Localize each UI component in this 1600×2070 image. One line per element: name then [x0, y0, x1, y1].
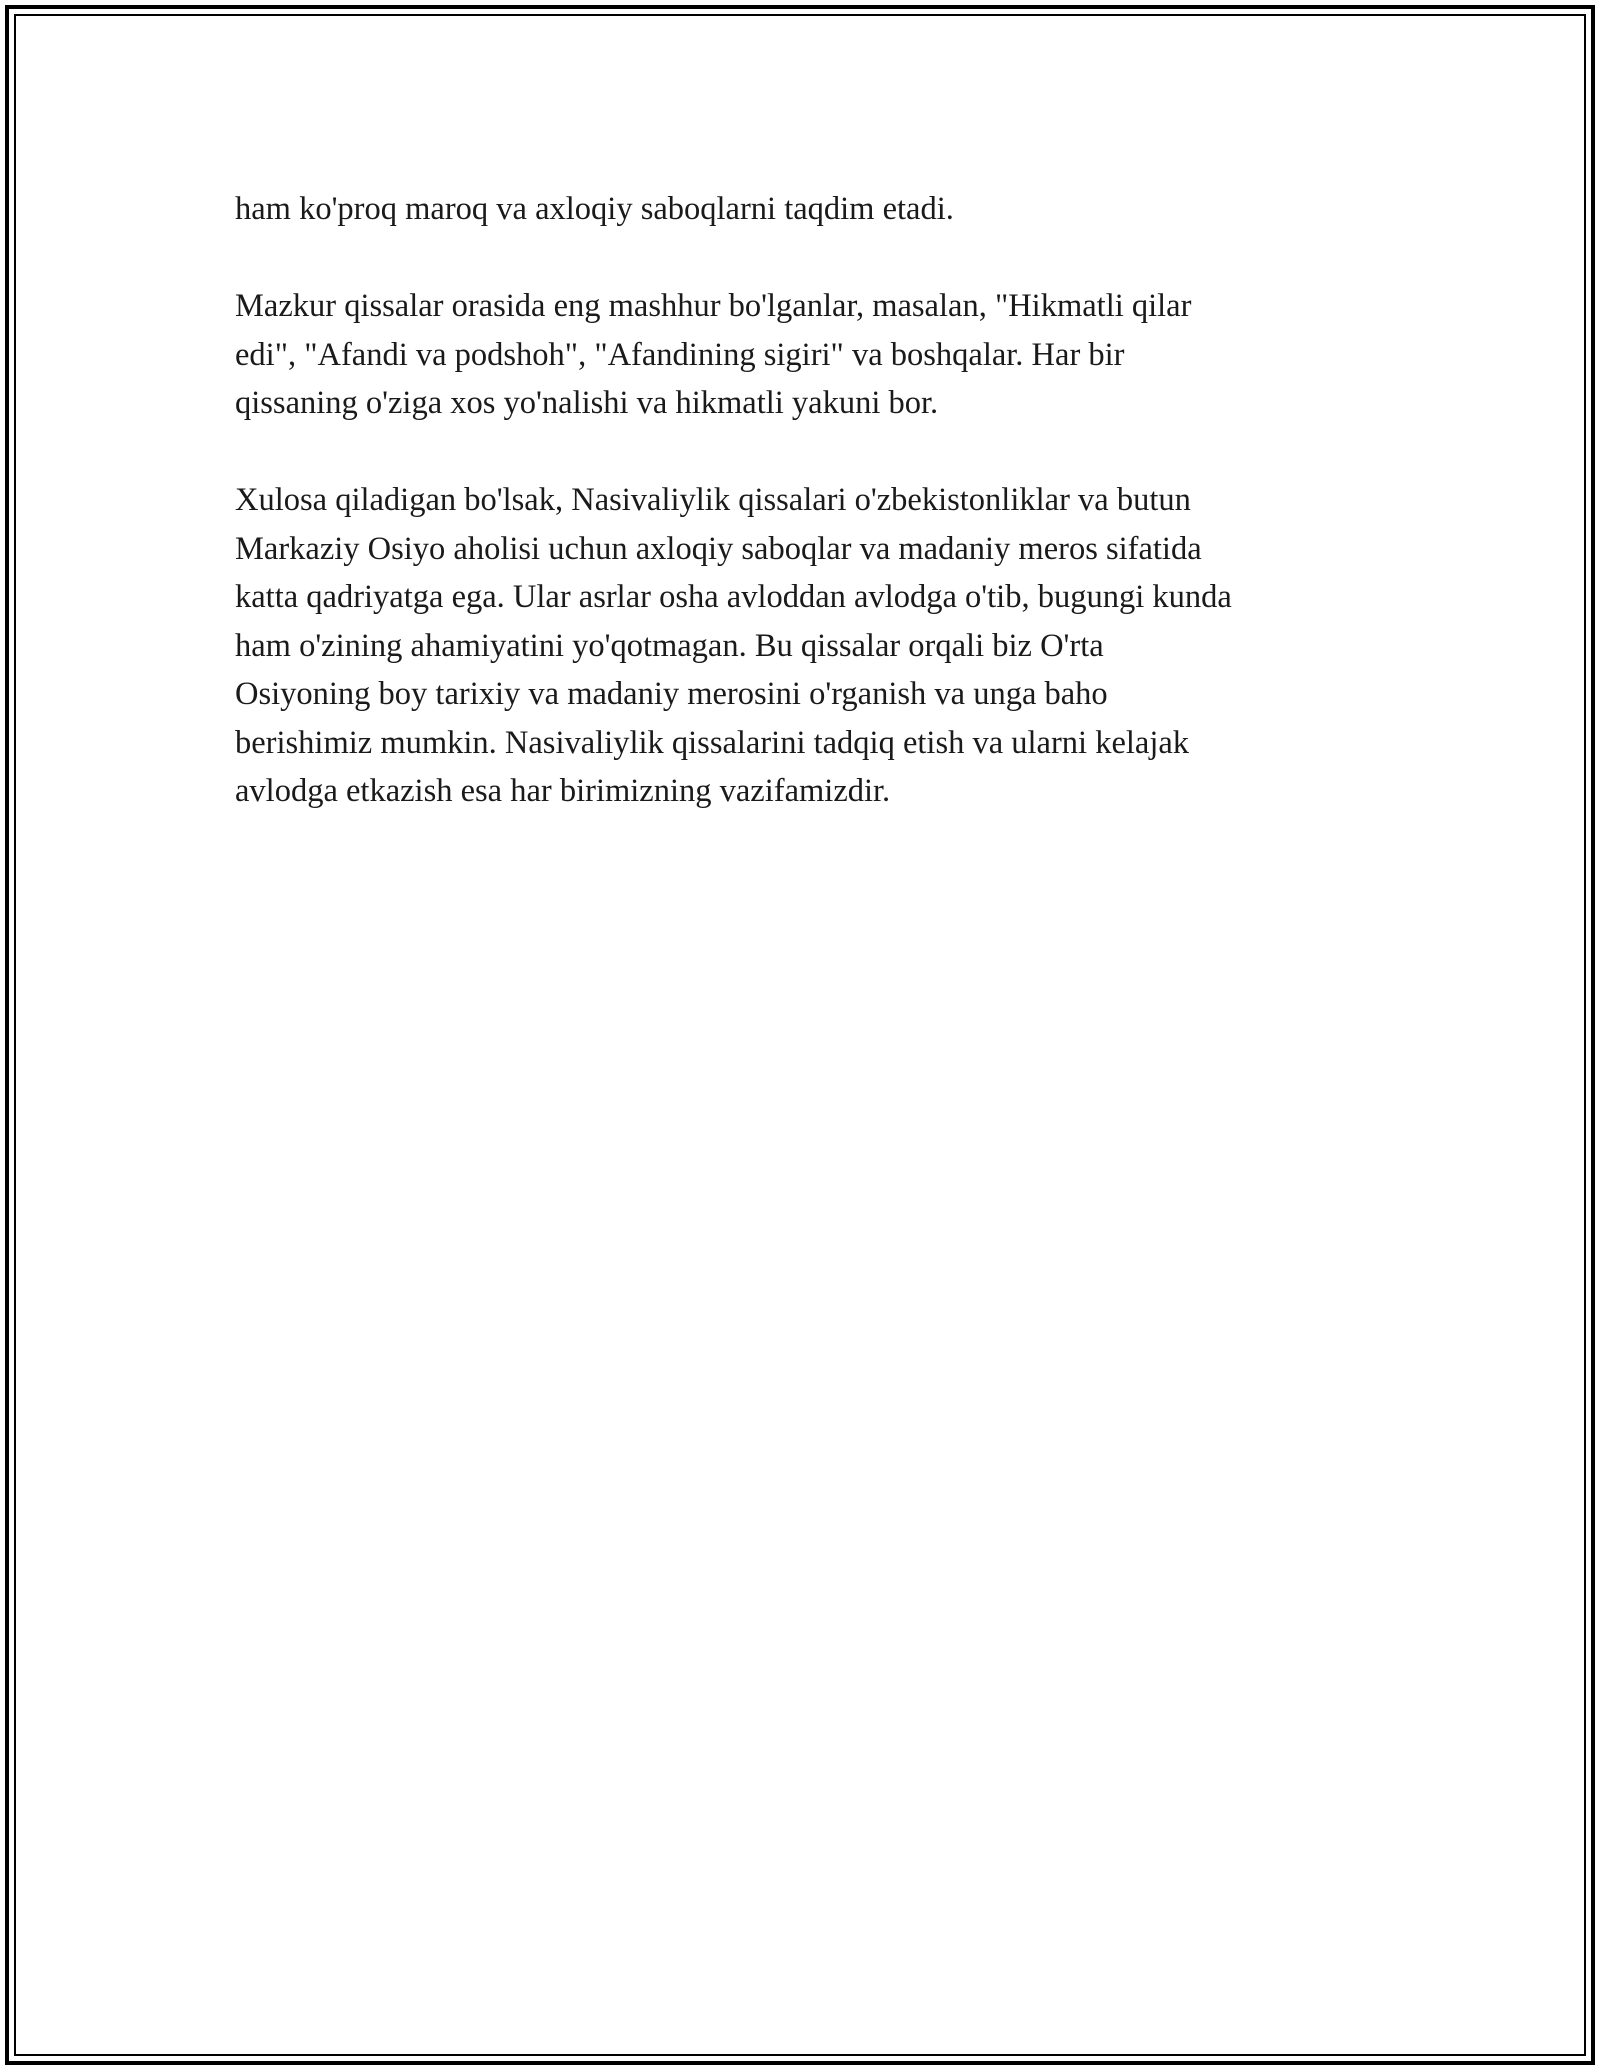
text-line: edi", "Afandi va podshoh", "Afandining sigiri" va boshqalar. Har bir: [235, 336, 1125, 373]
text-line: Osiyoning boy tarixiy va madaniy merosini o'rganish va unga baho: [235, 676, 1108, 712]
text-line: Mazkur qissalar orasida eng mashhur bo'lganlar, masalan, "Hikmatli qilar: [235, 288, 1192, 324]
text-line: ham o'zining ahamiyatini yo'qotmagan. Bu qissalar orqali biz O'rta: [235, 627, 1104, 664]
paragraph-2: [235, 282, 1370, 428]
text-line: Xulosa qiladigan bo'lsak, Nasivaliylik qissalari o'zbekistonliklar va butun: [235, 482, 1191, 518]
text-line: ham ko'proq maroq va axloqiy saboqlarni taqdim etadi.: [235, 191, 954, 227]
text-line: qissaning o'ziga xos yo'nalishi va hikmatli yakuni bor.: [235, 385, 939, 421]
paragraph-3: [235, 476, 1370, 816]
text-line: Markaziy Osiyo aholisi uchun axloqiy saboqlar va madaniy meros sifatida: [235, 530, 1202, 567]
paragraph-1: [235, 185, 1370, 234]
text-line: avlodga etkazish esa har birimizning vazifamizdir.: [235, 773, 891, 809]
text-line: katta qadriyatga ega. Ular asrlar osha avloddan avlodga o'tib, bugungi kunda: [235, 579, 1232, 615]
document-body: [235, 185, 1370, 864]
text-line: berishimiz mumkin. Nasivaliylik qissalarini tadqiq etish va ularni kelajak: [235, 724, 1190, 761]
